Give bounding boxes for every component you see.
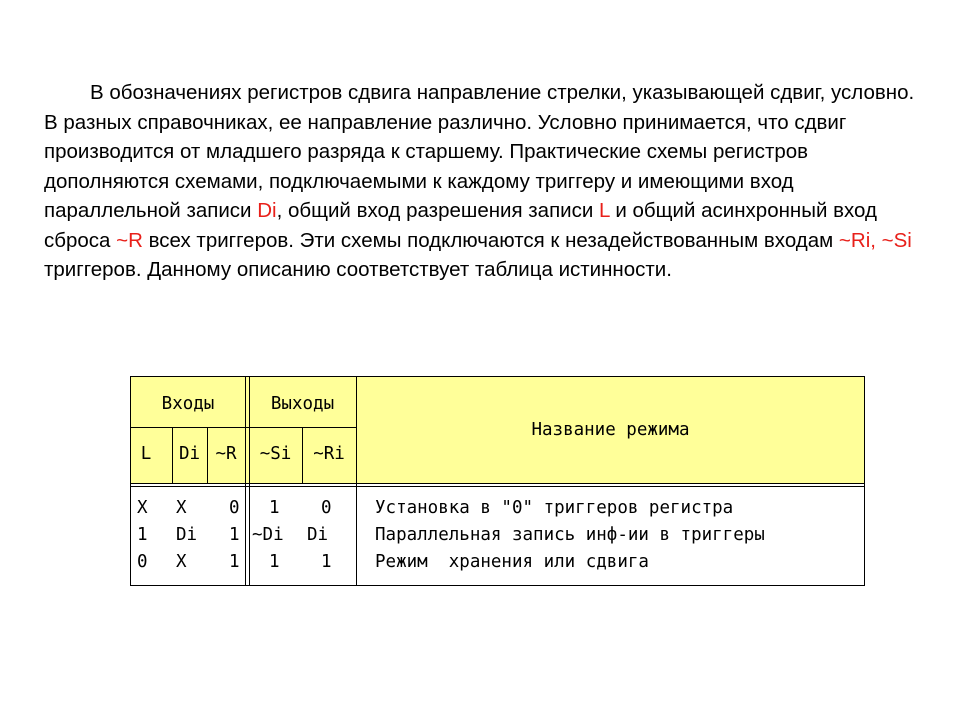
row2-di: Di [176,525,198,545]
outputs-group-header: Выходы [270,394,335,414]
text-segment-4: всех триггеров. Эти схемы подключаются к незадействованным входам [142,228,839,252]
row1-mode: Установка в "0" триггеров регистра [375,498,734,518]
header-bottom-line-1 [131,483,864,484]
text-segment-1: В обозначениях регистров сдвига направление стрелки, указывающей сдвиг, условно. В разных справочниках, ее направление различно. Условно принимается, что сдвиг производится от младшего разряда к старшему. Практические схемы регистров дополняются схемами, подключаемыми к каждому триггеру и имеющими вход параллельной записи [44,81,915,222]
col-header-di: Di [178,444,201,464]
col-header-l: L [140,444,152,464]
row2-mode: Параллельная запись инф-ии в триггеры [375,525,765,545]
mode-column-header: Название режима [531,420,690,440]
row1-ri: 0 [321,498,332,518]
row2-r: 1 [229,525,240,545]
row1-di: X [176,498,187,518]
row3-ri: 1 [321,552,332,572]
row1-l: X [137,498,148,518]
row3-si: 1 [269,552,280,572]
term-r: ~R [116,228,143,252]
text-segment-2: , общий вход разрешения записи [276,199,600,222]
mode-sep-line [356,377,357,585]
row3-di: X [176,552,187,572]
row3-l: 0 [137,552,148,572]
row2-l: 1 [137,525,148,545]
term-l: L [599,199,610,222]
text-segment-3: и общий асинхронный вход сброса [44,199,877,252]
inputs-group-header: Входы [161,394,215,414]
term-di: Di [257,199,277,222]
col-header-si: ~Si [259,444,292,464]
header-subline-outputs [249,427,356,428]
row1-r: 0 [229,498,240,518]
row2-ri: Di [307,525,329,545]
text-segment-5: триггеров. Данному описанию соответствует таблица истинности. [44,258,672,281]
header-bottom-line-2 [131,486,864,487]
row2-si: ~Di [252,525,284,545]
row1-si: 1 [269,498,280,518]
truth-table [130,376,865,586]
group-sep-line-1 [245,377,246,585]
row3-r: 1 [229,552,240,572]
col-header-ri: ~Ri [313,444,345,464]
description-paragraph [44,78,924,285]
row3-mode: Режим хранения или сдвига [375,552,649,572]
col-header-r: ~R [215,444,237,464]
term-ri-si: ~Ri, ~Si [838,228,912,252]
